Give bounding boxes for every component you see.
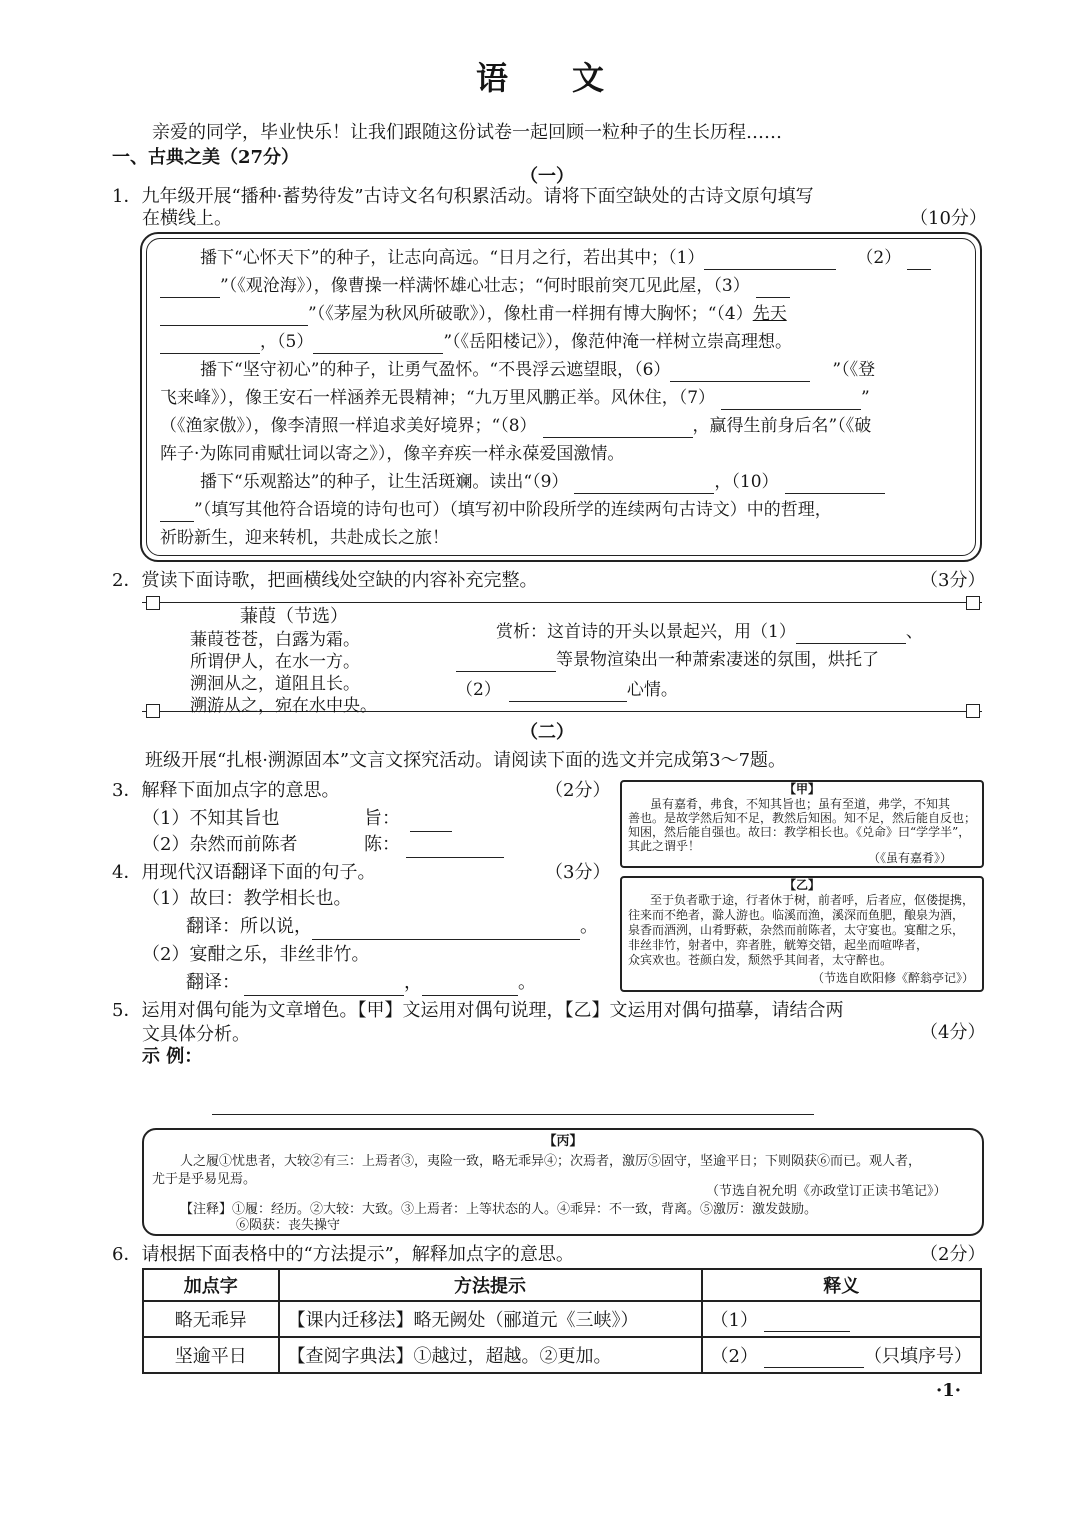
passage-jia-line: 其此之谓乎！	[628, 839, 701, 853]
q1-passage-line: （《渔家傲》），像李清照一样追求美好境界；“（8） ，赢得生前身后名”（《破	[160, 416, 872, 436]
answer-blank-6[interactable]	[670, 363, 810, 382]
table-cell: 略无乖异	[143, 1301, 279, 1337]
q1-passage-line: ”（《观沧海》），像曹操一样满怀雄心壮志；“何时眼前突兀见此屋，（3）	[160, 274, 790, 298]
q5-score: （4分）	[920, 1022, 986, 1043]
poem-line: 所谓伊人，在水一方。	[190, 652, 360, 672]
passage-yi-line: 泉香而酒洌，山肴野蔌，杂然而前陈者，太守宴也。宴酣之乐，	[628, 923, 965, 937]
answer-blank-1[interactable]	[704, 251, 836, 270]
page-title: 语 文	[475, 59, 604, 97]
table-cell: 【课内迁移法】略无阙处（郦道元《三峡》）	[279, 1301, 702, 1337]
q1-passage-line: 飞来峰》），像王安石一样涵养无畏精神；“九万里风鹏正举。风休住，（7） ”	[160, 388, 870, 408]
passage-bing-line: 尤于是乎易见焉。	[152, 1172, 257, 1187]
poem-line: 蒹葭苍苍，白露为霜。	[190, 630, 360, 650]
passage-yi-line: 至于负者歌于途，行者休于树，前者呼，后者应，伛偻提携，	[650, 893, 975, 907]
answer-blank-10a[interactable]	[785, 475, 885, 494]
q1-prompt-line1: 1．九年级开展“播种·蓄势待发”古诗文名句积累活动。请将下面空缺处的古诗文原句填写	[112, 186, 814, 207]
table-header: 方法提示	[279, 1269, 702, 1301]
q4-prompt: 4．用现代汉语翻译下面的句子。	[112, 862, 376, 883]
q2-appreciation-line: 赏析：这首诗的开头以景起兴，用（1） 、	[496, 622, 923, 642]
q5-answer-line[interactable]	[212, 1114, 814, 1115]
q1-passage-line: 阵子·为陈同甫赋壮词以寄之》），像辛弃疾一样永葆爱国激情。	[160, 444, 625, 464]
table-cell: 坚逾平日	[143, 1337, 279, 1373]
part-two-intro: 班级开展“扎根·溯源固本”文言文探究活动。请阅读下面的选文并完成第3～7题。	[145, 750, 787, 771]
poem-line: 溯洄从之，道阻且长。	[190, 674, 360, 694]
q1-score: （10分）	[910, 208, 987, 229]
answer-blank-3b[interactable]	[160, 307, 308, 326]
passage-jia-source: （《虽有嘉肴》）	[868, 851, 953, 865]
q1-passage-line: 祈盼新生，迎来转机，共赴成长之旅！	[160, 528, 449, 548]
answer-blank-7[interactable]	[721, 391, 861, 410]
table-cell: （1）	[702, 1301, 981, 1337]
answer-blank-q6-1[interactable]	[764, 1313, 850, 1332]
passage-jia-line: 善也。是故学然后知不足，教然后知困。知不足，然后能自反也；	[628, 811, 977, 825]
q6-score: （2分）	[920, 1244, 986, 1265]
passage-jia-label: 【甲】	[783, 782, 820, 796]
intro-text: 亲爱的同学，毕业快乐！让我们跟随这份试卷一起回顾一粒种子的生长历程……	[152, 122, 782, 143]
q3-item-2-key: 陈：	[364, 832, 504, 858]
table-cell: 【查阅字典法】①越过，超越。②更加。	[279, 1337, 702, 1373]
corner-ornament	[146, 596, 160, 610]
answer-blank-q4-2b[interactable]	[422, 977, 518, 996]
answer-blank-q6-2[interactable]	[764, 1349, 864, 1368]
answer-blank-5[interactable]	[313, 335, 443, 354]
part-two-label: （二）	[520, 722, 574, 743]
corner-ornament	[966, 596, 980, 610]
passage-bing-source: （节选自祝允明《亦政堂订正读书笔记》）	[706, 1184, 947, 1199]
poem-line: 溯游从之，宛在水中央。	[190, 696, 377, 716]
answer-blank-10b[interactable]	[160, 503, 194, 522]
q4-sentence-2: （2）宴酣之乐，非丝非竹。	[142, 944, 370, 965]
answer-blank-q4-2a[interactable]	[244, 977, 404, 996]
answer-blank-9[interactable]	[574, 475, 714, 494]
q4-translation-2: 翻译： ， 。	[186, 970, 536, 996]
passage-yi-source: （节选自欧阳修《醉翁亭记》）	[812, 971, 975, 985]
q2-appreciation-line: （2） 心情。	[456, 680, 678, 700]
answer-blank-3a[interactable]	[756, 279, 790, 298]
answer-blank-q3-1[interactable]	[410, 813, 452, 832]
q2-prompt: 2．赏读下面诗歌，把画横线处空缺的内容补充完整。	[112, 570, 538, 591]
corner-ornament	[146, 704, 160, 718]
q5-example-label: 示 例：	[142, 1046, 203, 1067]
answer-blank-q2-2[interactable]	[509, 683, 627, 702]
part-one-label: （一）	[520, 166, 574, 187]
q1-passage-line: 播下“坚守初心”的种子，让勇气盈怀。“不畏浮云遮望眼，（6） ”（《登	[200, 360, 876, 380]
q6-prompt: 6．请根据下面表格中的“方法提示”，解释加点字的意思。	[112, 1244, 574, 1265]
table-cell: （2） （只填序号）	[702, 1337, 981, 1373]
answer-blank-q2-1a[interactable]	[796, 625, 906, 644]
answer-blank-2b[interactable]	[160, 279, 220, 298]
q1-passage-line: 播下“心怀天下”的种子，让志向高远。“日月之行，若出其中；（1） （2）	[200, 246, 931, 270]
table-header-row	[143, 1269, 981, 1301]
q5-prompt-line1: 5．运用对偶句能为文章增色。【甲】文运用对偶句说理，【乙】文运用对偶句描摹，请结合两	[112, 1000, 844, 1021]
passage-yi-label: 【乙】	[783, 878, 820, 892]
answer-blank-q4-1[interactable]	[312, 921, 580, 940]
q3-prompt: 3．解释下面加点字的意思。	[112, 780, 340, 801]
q1-passage-line: ，（5） ”（《岳阳楼记》），像范仲淹一样树立崇高理想。	[160, 330, 792, 354]
table-row	[143, 1337, 981, 1373]
poem-title: 蒹葭（节选）	[240, 606, 348, 627]
q5-prompt-line2: 文具体分析。	[142, 1024, 250, 1045]
passage-jia-line: 知困，然后能自强也。故曰：教学相长也。《兑命》曰“学学半”，	[628, 825, 971, 839]
page-number: ·1·	[936, 1380, 962, 1401]
answer-blank-2a[interactable]	[907, 251, 931, 270]
q6-table	[142, 1268, 982, 1374]
q2-appreciation-line: 等景物渲染出一种萧索凄迷的氛围，烘托了	[456, 648, 879, 672]
passage-bing-notes: ⑥陨获：丧失操守	[236, 1218, 341, 1233]
answer-blank-q3-2[interactable]	[406, 839, 504, 858]
q4-translation-1: 翻译：所以说， 。	[186, 914, 598, 940]
table-row	[143, 1301, 981, 1337]
q4-score: （3分）	[545, 862, 611, 883]
q1-passage-line: 播下“乐观豁达”的种子，让生活斑斓。读出“（9） ，（10）	[200, 470, 885, 494]
q3-item-1-key: 旨：	[364, 806, 452, 832]
q2-score: （3分）	[920, 570, 986, 591]
passage-yi-line: 往来而不绝者，滁人游也。临溪而渔，溪深而鱼肥，酿泉为酒，	[628, 908, 965, 922]
q1-prompt-line2: 在横线上。	[142, 208, 232, 229]
passage-bing-label: 【丙】	[543, 1134, 583, 1149]
corner-ornament	[966, 704, 980, 718]
passage-jia-line: 虽有嘉肴，弗食，不知其旨也；虽有至道，弗学，不知其	[650, 797, 951, 811]
q3-item-1: （1）不知其旨也	[142, 808, 280, 829]
answer-blank-8[interactable]	[543, 419, 693, 438]
q3-score: （2分）	[545, 780, 611, 801]
passage-bing-line: 人之履①忧患者，大较②有三：上焉者③，夷险一致，略无乖异④；次焉者，激厉⑤固守，坚逾平日；下则陨获⑥而已。观人者，	[180, 1154, 922, 1169]
section-heading: 一、古典之美（27分）	[112, 147, 300, 168]
passage-yi-line: 非丝非竹，射者中，弈者胜，觥筹交错，起坐而喧哗者，	[628, 938, 929, 952]
q3-item-2: （2）杂然而前陈者	[142, 834, 298, 855]
q4-sentence-1: （1）故曰：教学相长也。	[142, 888, 352, 909]
answer-blank-q2-1b[interactable]	[456, 653, 556, 672]
table-header: 加点字	[143, 1269, 279, 1301]
q1-passage-line: ”（填写其他符合语境的诗句也可）（填写初中阶段所学的连续两句古诗文）中的哲理，	[160, 498, 832, 522]
table-header: 释义	[702, 1269, 981, 1301]
passage-yi-line: 众宾欢也。苍颜白发，颓然乎其间者，太守醉也。	[628, 953, 893, 967]
answer-blank-4[interactable]	[160, 335, 260, 354]
q1-passage-line: ”（《茅屋为秋风所破歌》），像杜甫一样拥有博大胸怀；“（4）先天	[160, 302, 787, 326]
passage-bing-notes: 【注释】①履：经历。②大较：大致。③上焉者：上等状态的人。④乖异：不一致，背离。⑤激厉：激发鼓励。	[180, 1202, 818, 1217]
